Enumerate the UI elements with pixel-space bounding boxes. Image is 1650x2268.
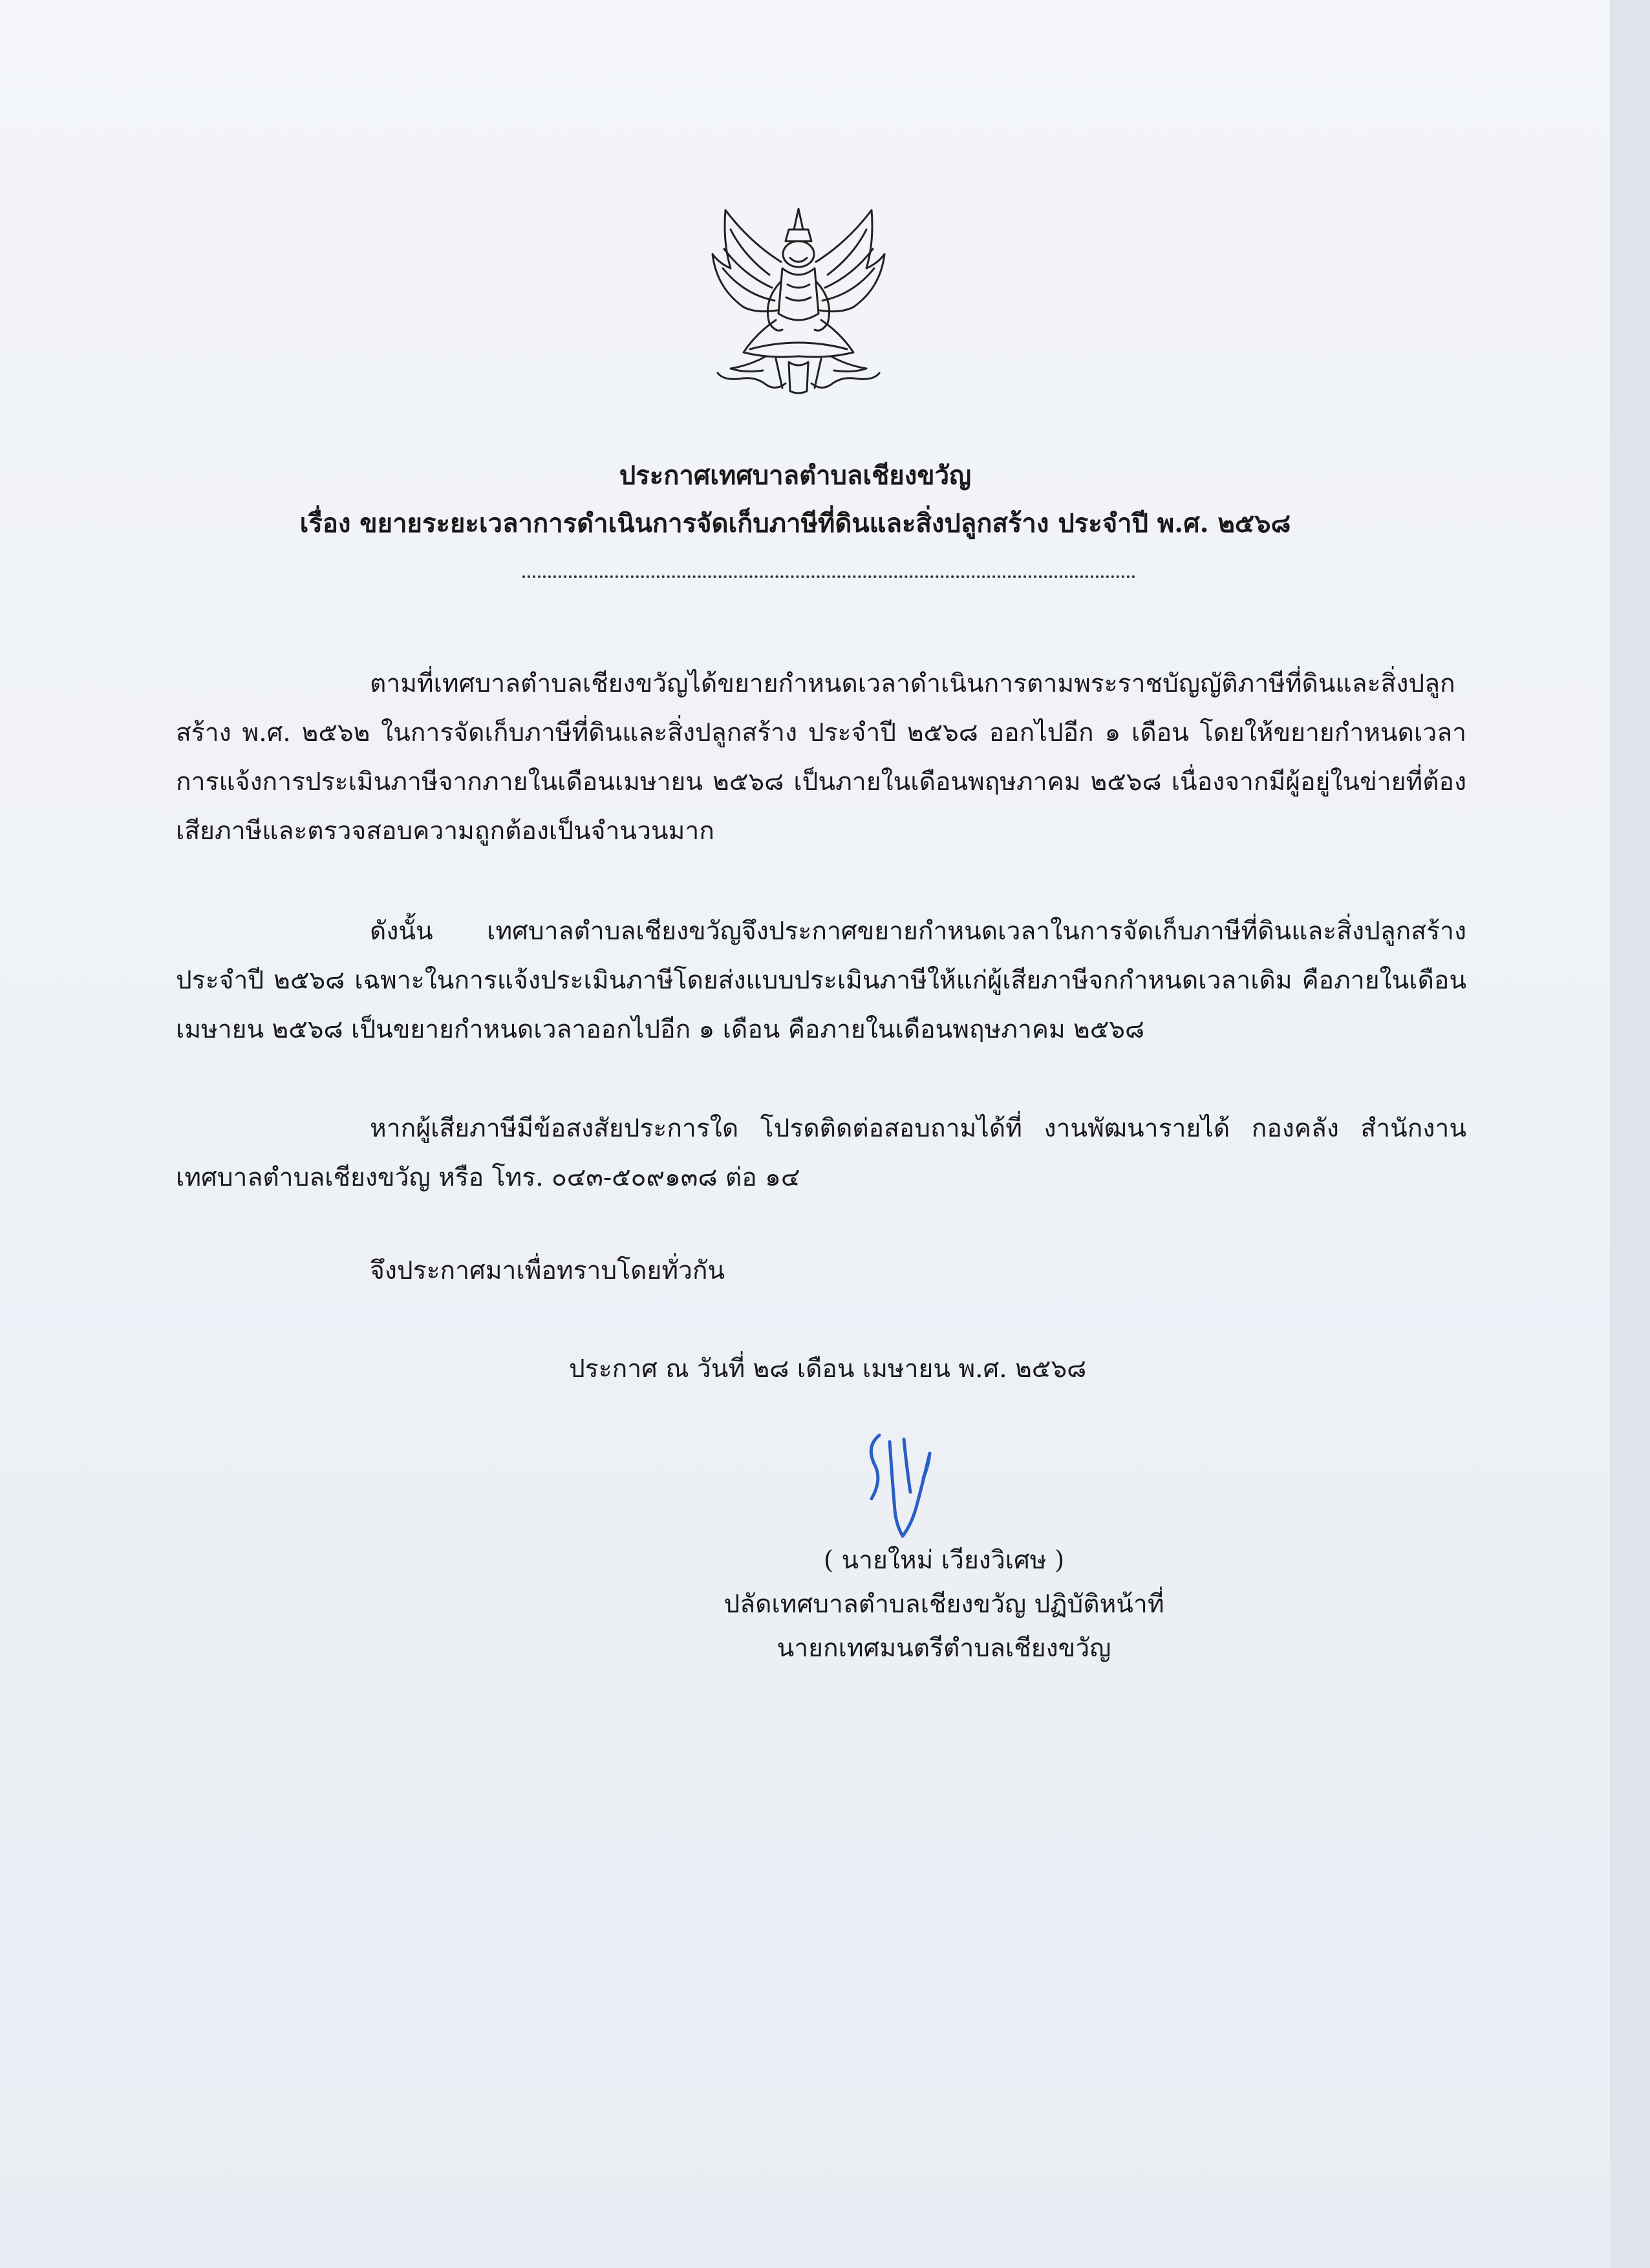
body-paragraph-1: ตามที่เทศบาลตำบลเชียงขวัญได้ขยายกำหนดเวลาดำเนินการตามพระราชบัญญัติภาษีที่ดินและสิ่งปลูกสร้าง พ.ศ. ๒๕๖๒ ในการจัดเก็บภาษีที่ดินและสิ่งปลูกสร้าง ประจำปี ๒๕๖๘ ออกไปอีก ๑ เดือน โดยให้ขยายกำหนดเวลาการแจ้งการประเมินภาษีจากภายในเดือนเมษายน ๒๕๖๘ เป็นภายในเดือนพฤษภาคม ๒๕๖๘ เนื่องจากมีผู้อยู่ในข่ายที่ต้องเสียภาษีและตรวจสอบความถูกต้องเป็นจำนวนมาก bbox=[176, 669, 1466, 846]
signatory-name: ( นายใหม่ เวียงวิเศษ ) bbox=[823, 1546, 1065, 1575]
scan-edge bbox=[1610, 0, 1650, 2268]
announcement-title: ประกาศเทศบาลตำบลเชียงขวัญ bbox=[619, 460, 972, 491]
signatory-position-2: นายกเทศมนตรีตำบลเชียงขวัญ bbox=[777, 1634, 1111, 1663]
announcement-subject: เรื่อง ขยายระยะเวลาการดำเนินการจัดเก็บภาษีที่ดินและสิ่งปลูกสร้าง ประจำปี พ.ศ. ๒๕๖๘ bbox=[299, 508, 1291, 539]
separator-dotted-line bbox=[522, 575, 1135, 578]
signatory-position-1: ปลัดเทศบาลตำบลเชียงขวัญ ปฏิบัติหน้าที่ bbox=[723, 1590, 1164, 1619]
handwritten-signature bbox=[852, 1428, 949, 1557]
garuda-emblem-icon bbox=[705, 204, 892, 398]
closing-statement: จึงประกาศมาเพื่อทราบโดยทั่วกัน bbox=[370, 1256, 725, 1285]
signatory-block bbox=[621, 1539, 1267, 1671]
body-paragraph-2: ดังนั้น เทศบาลตำบลเชียงขวัญจึงประกาศขยายกำหนดเวลาในการจัดเก็บภาษีที่ดินและสิ่งปลูกสร้างประจำปี ๒๕๖๘ เฉพาะในการแจ้งประเมินภาษีโดยส่งแบบประเมินภาษีให้แก่ผู้เสียภาษีจกกำหนดเวลาเดิม คือภายในเดือนเมษายน ๒๕๖๘ เป็นขยายกำหนดเวลาออกไปอีก ๑ เดือน คือภายในเดือนพฤษภาคม ๒๕๖๘ bbox=[176, 917, 1466, 1044]
announcement-date: ประกาศ ณ วันที่ ๒๘ เดือน เมษายน พ.ศ. ๒๕๖๘ bbox=[569, 1354, 1087, 1384]
body-paragraph-3: หากผู้เสียภาษีมีข้อสงสัยประการใด โปรดติดต่อสอบถามได้ที่ งานพัฒนารายได้ กองคลัง สำนักงานเทศบาลตำบลเชียงขวัญ หรือ โทร. ๐๔๓-๕๐๙๑๓๘ ต่อ ๑๔ bbox=[176, 1114, 1466, 1192]
